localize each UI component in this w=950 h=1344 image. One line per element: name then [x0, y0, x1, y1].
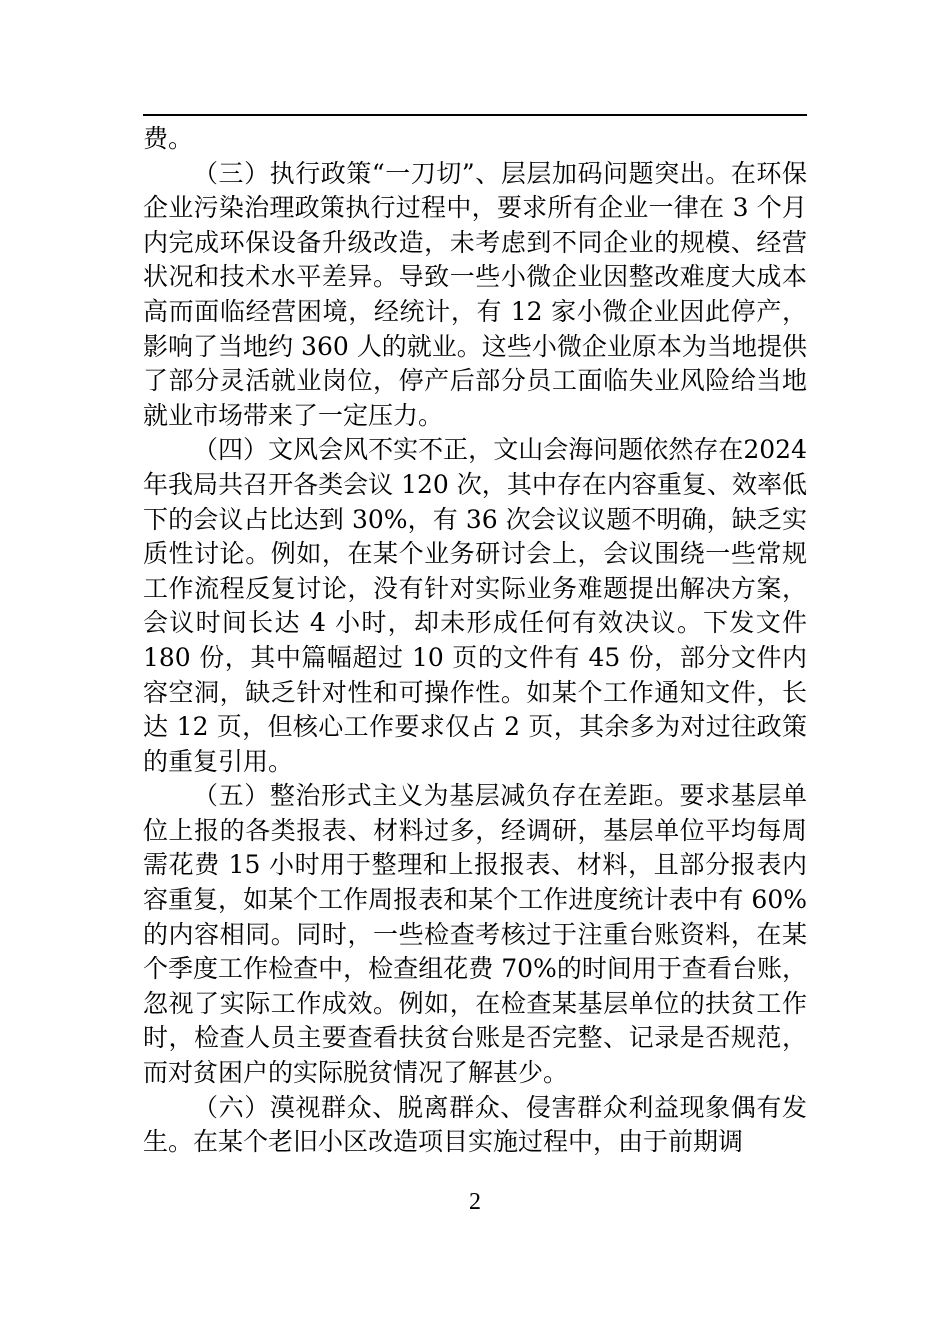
- page-number: 2: [469, 1189, 481, 1215]
- paragraph-section-4: （四）文风会风不实不正，文山会海问题依然存在2024 年我局共召开各类会议 120 次，其中存在内容重复、效率低下的会议占比达到 30%，有 36 次会议议题不明确，缺乏实质性讨论。例如，在某个业务研讨会上，会议围绕一些常规工作流程反复讨论，没有针对实际业务难题提出解决方案，会议时间长达 4 小时，却未形成任何有效决议。下发文件 180 份，其中篇幅超过 10 页的文件有 45 份，部分文件内容空洞，缺乏针对性和可操作性。如某个工作通知文件，长达 12 页，但核心工作要求仅占 2 页，其余多为对过往政策的重复引用。: [143, 435, 807, 776]
- paragraph-section-5: （五）整治形式主义为基层减负存在差距。要求基层单位上报的各类报表、材料过多，经调研，基层单位平均每周需花费 15 小时用于整理和上报报表、材料，且部分报表内容重复，如某个工作周报表和某个工作进度统计表中有 60%的内容相同。同时，一些检查考核过于注重台账资料，在某个季度工作检查中，检查组花费 70%的时间用于查看台账，忽视了实际工作成效。例如，在检查某基层单位的扶贫工作时，检查人员主要查看扶贫台账是否完整、记录是否规范，而对贫困户的实际脱贫情况了解甚少。: [143, 781, 807, 1088]
- paragraph-continuation: 费。: [143, 124, 194, 153]
- document-body: [143, 122, 807, 1160]
- paragraph-section-6: （六）漠视群众、脱离群众、侵害群众利益现象偶有发生。在某个老旧小区改造项目实施过程中，由于前期调: [143, 1092, 807, 1157]
- paragraph-section-3: （三）执行政策“一刀切”、层层加码问题突出。在环保企业污染治理政策执行过程中，要求所有企业一律在 3 个月内完成环保设备升级改造，未考虑到不同企业的规模、经营状况和技术水平差异。导致一些小微企业因整改难度大成本高而面临经营困境，经统计，有 12 家小微企业因此停产，影响了当地约 360 人的就业。这些小微企业原本为当地提供了部分灵活就业岗位，停产后部分员工面临失业风险给当地就业市场带来了一定压力。: [143, 158, 807, 430]
- header-rule: [143, 114, 807, 116]
